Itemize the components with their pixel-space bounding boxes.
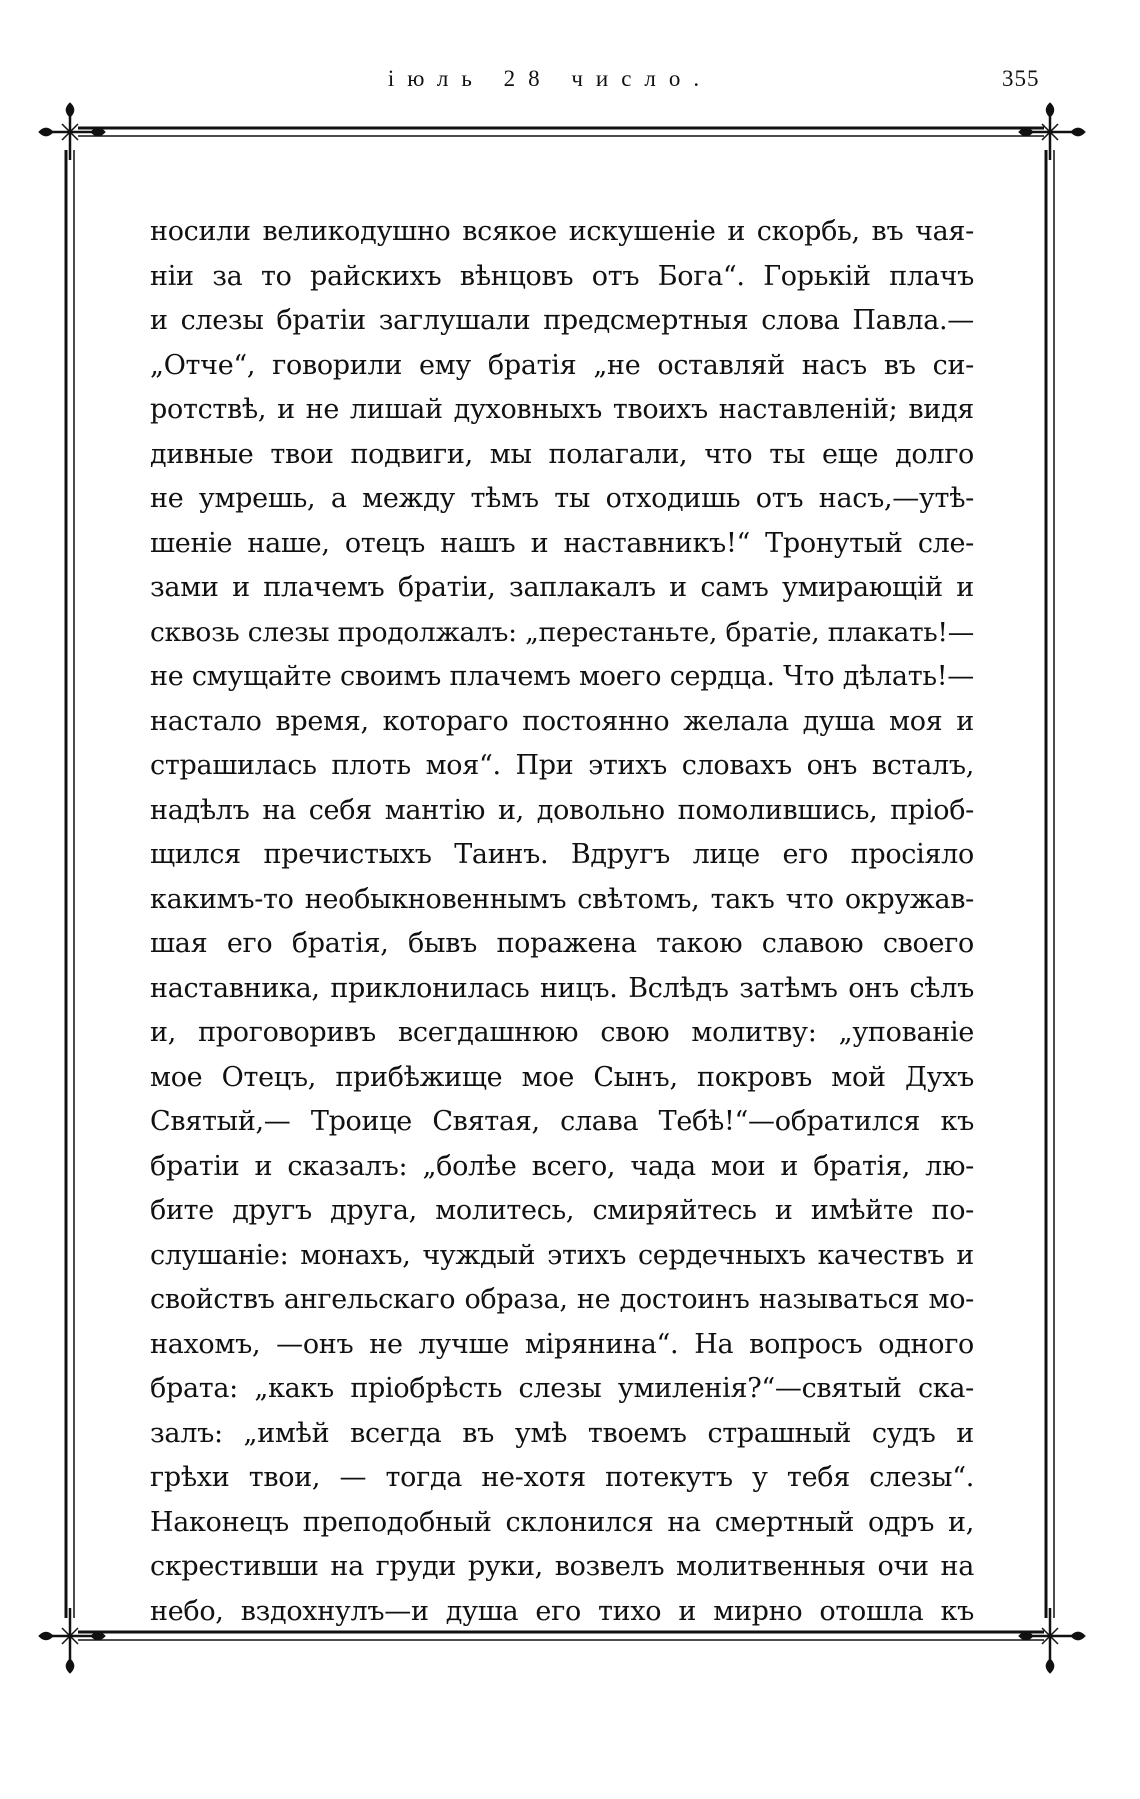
- text-line: шая его братія, бывъ поражена такою славою своего: [150, 928, 974, 959]
- text-line: ротствѣ, и не лишай духовныхъ твоихъ наставленій; видя: [150, 394, 974, 425]
- page-number: 355: [1002, 66, 1040, 91]
- body-text: [150, 210, 974, 1634]
- text-line: скрестивши на груди руки, возвелъ молитвенныя очи на: [150, 1551, 974, 1582]
- text-line: „Отче“, говорили ему братія „не оставляй насъ въ си-: [150, 349, 974, 381]
- text-line: зами и плачемъ братіи, заплакалъ и самъ умирающій и: [150, 572, 974, 603]
- text-line: слушаніе: монахъ, чуждый этихъ сердечныхъ качествъ и: [150, 1239, 974, 1271]
- text-line: наставника, приклонилась ницъ. Вслѣдъ затѣмъ онъ сѣлъ: [150, 972, 974, 1004]
- text-line: дивные твои подвиги, мы полагали, что ты еще долго: [150, 438, 974, 470]
- text-line: какимъ-то необыкновеннымъ свѣтомъ, такъ что окружав-: [150, 883, 974, 915]
- text-line: братіи и сказалъ: „болѣе всего, чада мои и братія, лю-: [150, 1150, 974, 1182]
- text-line: грѣхи твои, — тогда не-хотя потекутъ у тебя слезы“.: [150, 1462, 974, 1493]
- text-line: сквозь слезы продолжалъ: „перестаньте, братіе, плакать!—: [150, 616, 974, 648]
- text-line: щился пречистыхъ Таинъ. Вдругъ лице его просіяло: [150, 839, 974, 870]
- corner-ornament-top-left: [40, 104, 104, 160]
- text-line: бите другъ друга, молитесь, смиряйтесь и имѣйте по-: [150, 1195, 974, 1226]
- text-line: брата: „какъ пріобрѣсть слезы умиленія?“—святый ска-: [150, 1373, 974, 1404]
- text-line: шеніе наше, отецъ нашъ и наставникъ!“ Тронутый сле-: [150, 527, 974, 559]
- corner-ornament-top-right: [1020, 104, 1084, 160]
- text-line: залъ: „имѣй всегда въ умѣ твоемъ страшный судъ и: [150, 1417, 974, 1449]
- text-line: носили великодушно всякое искушеніе и скорбь, въ чая-: [150, 216, 974, 247]
- text-line: и, проговоривъ всегдашнюю свою молитву: „упованіе: [150, 1017, 974, 1048]
- text-line: нахомъ, —онъ не лучше мірянина“. На вопросъ одного: [150, 1328, 974, 1360]
- text-line: мое Отецъ, прибѣжище мое Сынъ, покровъ мой Духъ: [150, 1061, 974, 1093]
- text-line: свойствъ ангельскаго образа, не достоинъ называться мо-: [150, 1284, 974, 1315]
- text-line: страшилась плоть моя“. При этихъ словахъ онъ всталъ,: [150, 750, 974, 781]
- text-line: небо, вздохнулъ—и душа его тихо и мирно отошла къ: [150, 1595, 974, 1627]
- text-line: Святый,— Троице Святая, слава Тебѣ!“—обратился къ: [150, 1106, 974, 1137]
- text-line: и слезы братіи заглушали предсмертныя слова Павла.—: [150, 305, 974, 336]
- text-line: не умрешь, а между тѣмъ ты отходишь отъ насъ,—утѣ-: [150, 483, 974, 514]
- text-line: не смущайте своимъ плачемъ моего сердца. Что дѣлать!—: [150, 661, 974, 692]
- text-line: ніи за то райскихъ вѣнцовъ отъ Бога“. Горькій плачъ: [150, 260, 974, 292]
- text-line: надѣлъ на себя мантію и, довольно помолившись, пріоб-: [150, 794, 974, 826]
- running-head: іюль 28 число.: [387, 66, 713, 91]
- text-line: настало время, котораго постоянно желала душа моя и: [150, 705, 974, 737]
- text-line: Наконецъ преподобный склонился на смертный одръ и,: [150, 1506, 974, 1538]
